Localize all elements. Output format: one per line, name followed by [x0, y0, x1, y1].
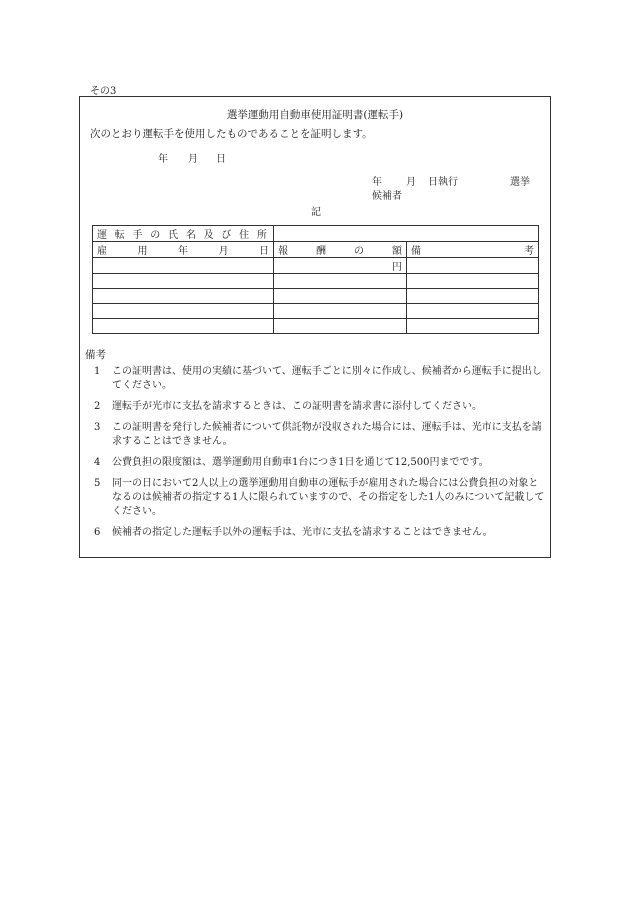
exec-year-label: 年	[372, 177, 382, 188]
exec-month-label: 月	[406, 177, 416, 188]
note-text: この証明書を発行した候補者について供託物が没収された場合には、運転手は、光市に支払を請求することはできません。	[112, 422, 542, 447]
notes-title: 備考	[85, 349, 106, 361]
note-text: 候補者の指定した運転手以外の運転手は、光市に支払を請求することはできません。	[112, 527, 493, 538]
employment-date-cell[interactable]	[93, 274, 274, 289]
election-label: 選挙	[510, 177, 530, 188]
remarks-cell[interactable]	[407, 304, 539, 319]
note-item	[94, 400, 546, 414]
table-row	[93, 304, 539, 319]
notes-list	[94, 365, 546, 547]
table-row	[93, 258, 539, 274]
note-item	[94, 421, 546, 449]
election-execution-line	[372, 173, 530, 188]
driver-name-header: 運 転 手 の 氏 名 及 び 住 所	[93, 226, 274, 242]
remarks-cell[interactable]	[407, 258, 539, 274]
pay-amount-cell[interactable]	[274, 304, 407, 319]
driver-name-row	[93, 226, 539, 242]
header-row	[93, 242, 539, 258]
date-day-label: 日	[216, 154, 226, 165]
yen-unit: 円	[392, 262, 402, 273]
remarks-cell[interactable]	[407, 274, 539, 289]
note-item	[94, 365, 546, 393]
table-row	[93, 274, 539, 289]
note-item	[94, 526, 546, 540]
document-title: 選挙運動用自動車使用証明書(運転手)	[226, 109, 404, 121]
remarks-cell[interactable]	[407, 289, 539, 304]
note-text: 公費負担の限度額は、選挙運動用自動車1台につき1日を通じて12,500円までです。	[112, 457, 489, 468]
pay-amount-cell[interactable]	[274, 289, 407, 304]
note-text: この証明書は、使用の実績に基づいて、運転手ごとに別々に作成し、候補者から運転手に提出してください。	[112, 366, 542, 391]
intro-text: 次のとおり運転手を使用したものであることを証明します。	[90, 128, 373, 140]
note-number: 4	[94, 457, 101, 468]
employment-date-header: 雇 用 年 月 日	[93, 242, 274, 258]
remarks-cell[interactable]	[407, 319, 539, 334]
driver-name-cell[interactable]	[274, 226, 539, 242]
issue-date	[158, 150, 226, 165]
note-text: 運転手が光市に支払を請求するときは、この証明書を請求書に添付してください。	[112, 401, 482, 412]
note-number: 1	[94, 366, 101, 377]
note-number: 6	[94, 527, 101, 538]
table-row	[93, 289, 539, 304]
employment-date-cell[interactable]	[93, 319, 274, 334]
exec-day-label: 日執行	[428, 177, 458, 188]
note-number: 2	[94, 401, 101, 412]
date-month-label: 月	[188, 154, 198, 165]
driver-table	[92, 225, 539, 334]
ki-label: 記	[311, 207, 321, 218]
candidate-label: 候補者	[372, 191, 402, 202]
pay-amount-cell[interactable]	[274, 274, 407, 289]
form-number-label: その3	[90, 86, 117, 97]
note-item	[94, 456, 546, 470]
employment-date-cell[interactable]	[93, 289, 274, 304]
pay-amount-header: 報 酬 の 額	[274, 242, 407, 258]
pay-amount-cell[interactable]	[274, 258, 407, 274]
employment-date-cell[interactable]	[93, 258, 274, 274]
note-item	[94, 477, 546, 519]
note-number: 3	[94, 422, 101, 433]
date-year-label: 年	[158, 154, 168, 165]
remarks-header: 備 考	[407, 242, 539, 258]
employment-date-cell[interactable]	[93, 304, 274, 319]
certificate-frame	[79, 96, 551, 558]
note-text: 同一の日において2人以上の選挙運動用自動車の運転手が雇用された場合には公費負担の対象となるのは候補者の指定する1人に限られていますので、その指定をした1人のみについて記載してください。	[112, 478, 545, 517]
table-row	[93, 319, 539, 334]
note-number: 5	[94, 478, 101, 489]
pay-amount-cell[interactable]	[274, 319, 407, 334]
